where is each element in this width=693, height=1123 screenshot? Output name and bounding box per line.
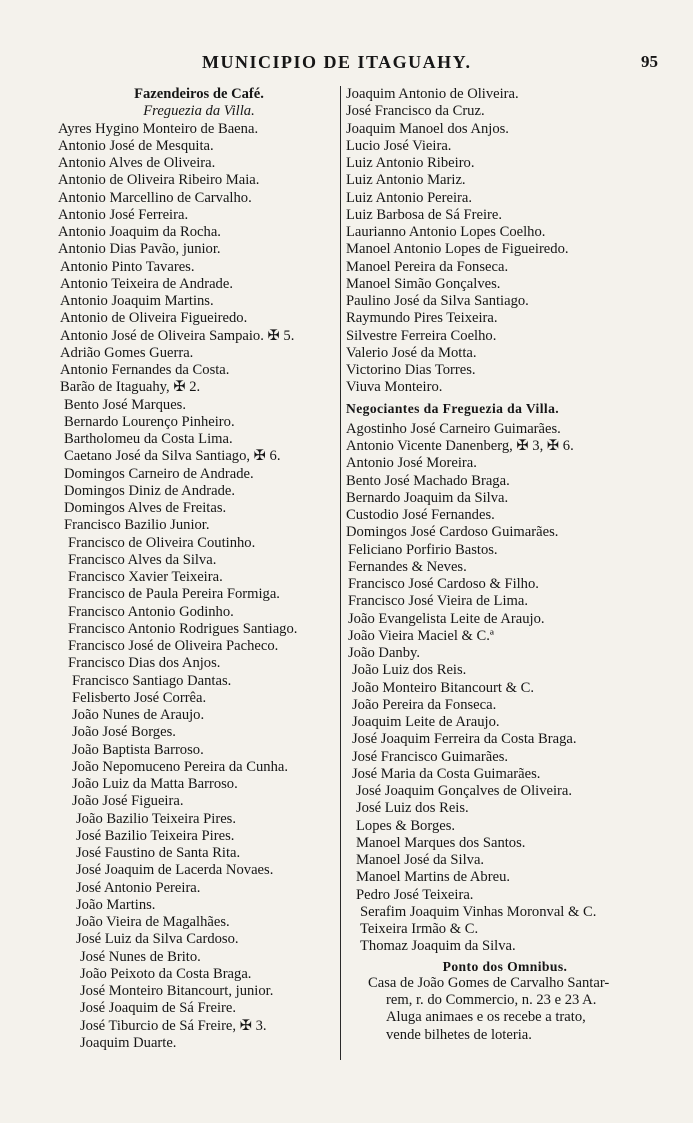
list-item: João Nunes de Araujo. [72, 707, 205, 723]
list-item: Manoel Martins de Abreu. [356, 869, 511, 886]
list-item: Joaquim Duarte. [80, 1034, 177, 1051]
list-item: Antonio José Ferreira. [58, 206, 189, 223]
list-item: Antonio Dias Pavão, junior. [58, 241, 221, 258]
list-item: Luiz Antonio Pereira. [346, 189, 473, 206]
list-item: Manoel Antonio Lopes de Figueiredo. [346, 241, 569, 258]
list-item: José Antonio Pereira. [76, 879, 201, 896]
list-item: João José Borges. [72, 724, 176, 741]
list-item: Francisco José Cardoso & Filho. [348, 576, 539, 592]
list-item: Domingos Carneiro de Andrade. [64, 465, 254, 482]
subheading-freguezia: Freguezia da Villa. [143, 103, 255, 120]
list-item: José Tiburcio de Sá Freire, ✠ 3. [80, 1017, 267, 1034]
list-item: Feliciano Porfirio Bastos. [348, 541, 498, 558]
list-item: Caetano José da Silva Santiago, ✠ 6. [64, 448, 281, 465]
list-item: Antonio Teixeira de Andrade. [60, 275, 233, 292]
list-item: Teixeira Irmão & C. [360, 921, 479, 937]
list-item: João Bazilio Teixeira Pires. [76, 810, 237, 827]
list-item: Antonio José de Mesquita. [58, 137, 214, 154]
list-item: José Monteiro Bitancourt, junior. [80, 983, 274, 999]
list-item: Domingos José Cardoso Guimarães. [346, 524, 559, 541]
list-item: Francisco José de Oliveira Pacheco. [68, 638, 279, 654]
list-item: João Luiz dos Reis. [352, 662, 467, 679]
list-item: Antonio Marcellino de Carvalho. [58, 189, 252, 206]
list-item: José Francisco da Cruz. [346, 103, 485, 120]
list-item: José Bazilio Teixeira Pires. [76, 827, 235, 844]
list-item: Domingos Diniz de Andrade. [64, 482, 236, 499]
list-item: Fernandes & Neves. [348, 558, 467, 575]
list-item: Antonio Joaquim Martins. [60, 293, 214, 309]
left-column [58, 86, 340, 1052]
list-item: João Danby. [348, 645, 421, 661]
page-number: 95 [641, 52, 658, 71]
list-item: Francisco Xavier Teixeira. [68, 569, 223, 585]
fazendeiros-list [58, 121, 340, 1053]
section-heading-fazendeiros: Fazendeiros de Café. [134, 86, 264, 102]
list-item: Francisco de Oliveira Coutinho. [68, 534, 256, 551]
list-item: Valerio José da Motta. [346, 344, 477, 361]
list-item: Victorino Dias Torres. [346, 362, 476, 378]
list-item: Adrião Gomes Guerra. [60, 344, 194, 361]
list-item: Agostinho José Carneiro Guimarães. [346, 420, 561, 437]
list-item: Bartholomeu da Costa Lima. [64, 431, 233, 447]
list-item: José Joaquim de Lacerda Novaes. [76, 862, 274, 879]
omnibus-line: Aluga animaes e os recebe a trato, [386, 1009, 586, 1026]
list-item: Francisco Santiago Dantas. [72, 672, 232, 689]
list-item: Francisco Alves da Silva. [68, 551, 217, 568]
list-item: Lopes & Borges. [356, 817, 456, 834]
list-item: Silvestre Ferreira Coelho. [346, 327, 497, 344]
list-item: José Faustino de Santa Rita. [76, 845, 241, 861]
omnibus-line: Casa de João Gomes de Carvalho Santar- [368, 974, 610, 991]
list-item: João Martins. [76, 896, 156, 913]
list-item: João Monteiro Bitancourt & C. [352, 679, 534, 696]
omnibus-line: vende bilhetes de loteria. [386, 1026, 532, 1043]
list-item: Antonio de Oliveira Figueiredo. [60, 310, 248, 327]
list-item: Francisco de Paula Pereira Formiga. [68, 586, 280, 603]
list-item: Domingos Alves de Freitas. [64, 500, 227, 516]
list-item: Antonio Alves de Oliveira. [58, 155, 216, 171]
list-item: Francisco Antonio Rodrigues Santiago. [68, 620, 298, 637]
list-item: Francisco Bazilio Junior. [64, 517, 210, 534]
list-item: Manoel José da Silva. [356, 852, 485, 868]
list-item: Bento José Marques. [64, 396, 187, 413]
list-item: Luiz Antonio Ribeiro. [346, 155, 475, 171]
list-item: Manoel Simão Gonçalves. [346, 275, 501, 292]
list-item: José Maria da Costa Guimarães. [352, 765, 541, 782]
omnibus-paragraph [346, 975, 664, 1044]
list-item: João Pereira da Fonseca. [352, 696, 497, 713]
list-item: João Peixoto da Costa Braga. [80, 965, 252, 982]
list-item: Barão de Itaguahy, ✠ 2. [60, 379, 201, 396]
omnibus-line: rem, r. do Commercio, n. 23 e 23 A. [386, 992, 597, 1008]
list-item: Joaquim Leite de Araujo. [352, 714, 500, 730]
list-item: Pedro José Teixeira. [356, 886, 474, 903]
list-item: Thomaz Joaquim da Silva. [360, 938, 516, 955]
list-item: Bernardo Lourenço Pinheiro. [64, 413, 235, 430]
list-item: João Vieira de Magalhães. [76, 914, 230, 930]
list-item: Lucio José Vieira. [346, 137, 452, 154]
page-title: MUNICIPIO DE ITAGUAHY. [202, 52, 472, 72]
list-item: Antonio Joaquim da Rocha. [58, 224, 221, 240]
page-header [60, 52, 660, 78]
list-item: Antonio Fernandes da Costa. [60, 362, 230, 378]
list-item: José Nunes de Brito. [80, 948, 201, 965]
column-divider [340, 86, 341, 1060]
list-item: Luiz Barbosa de Sá Freire. [346, 206, 503, 223]
list-item: Felisberto José Corrêa. [72, 689, 207, 706]
list-item: Paulino José da Silva Santiago. [346, 293, 529, 309]
section-heading-negociantes: Negociantes da Freguezia da Villa. [346, 400, 560, 416]
list-item: Custodio José Fernandes. [346, 507, 495, 523]
list-item: Antonio Pinto Tavares. [60, 258, 195, 275]
list-item: Raymundo Pires Teixeira. [346, 310, 498, 327]
list-item: João Baptista Barroso. [72, 741, 204, 758]
list-item: Laurianno Antonio Lopes Coelho. [346, 224, 546, 240]
list-item: João Nepomuceno Pereira da Cunha. [72, 758, 288, 775]
list-item: Francisco Antonio Godinho. [68, 603, 234, 620]
list-item: João José Figueira. [72, 793, 184, 810]
section-heading-omnibus: Ponto dos Omnibus. [442, 958, 568, 974]
list-item: José Luiz da Silva Cardoso. [76, 931, 239, 948]
list-item: Joaquim Antonio de Oliveira. [346, 86, 519, 102]
fazendeiros-list-continued [346, 86, 664, 397]
list-item: João Luiz da Matta Barroso. [72, 776, 238, 792]
negociantes-list [346, 421, 664, 956]
list-item: Antonio José de Oliveira Sampaio. ✠ 5. [60, 327, 295, 344]
list-item: Antonio de Oliveira Ribeiro Maia. [58, 172, 260, 189]
list-item: José Joaquim de Sá Freire. [80, 1000, 237, 1017]
list-item: José Joaquim Ferreira da Costa Braga. [352, 731, 577, 748]
list-item: João Evangelista Leite de Araujo. [348, 610, 545, 627]
list-item: Francisco José Vieira de Lima. [348, 593, 529, 610]
list-item: Francisco Dias dos Anjos. [68, 655, 221, 672]
list-item: Manoel Marques dos Santos. [356, 834, 526, 851]
list-item: José Luiz dos Reis. [356, 800, 469, 817]
list-item: Viuva Monteiro. [346, 379, 443, 396]
list-item: Serafim Joaquim Vinhas Moronval & C. [360, 903, 597, 920]
list-item: Luiz Antonio Mariz. [346, 172, 466, 189]
list-item: Bernardo Joaquim da Silva. [346, 489, 509, 506]
list-item: Joaquim Manoel dos Anjos. [346, 120, 509, 137]
list-item: Ayres Hygino Monteiro de Baena. [58, 120, 259, 137]
list-item: Bento José Machado Braga. [346, 472, 510, 489]
right-column [346, 86, 664, 1044]
list-item: José Francisco Guimarães. [352, 748, 509, 765]
list-item: Antonio José Moreira. [346, 455, 477, 472]
list-item: Antonio Vicente Danenberg, ✠ 3, ✠ 6. [346, 438, 574, 454]
list-item: José Joaquim Gonçalves de Oliveira. [356, 783, 573, 799]
list-item: João Vieira Maciel & C.ª [348, 627, 494, 644]
list-item: Manoel Pereira da Fonseca. [346, 258, 509, 275]
